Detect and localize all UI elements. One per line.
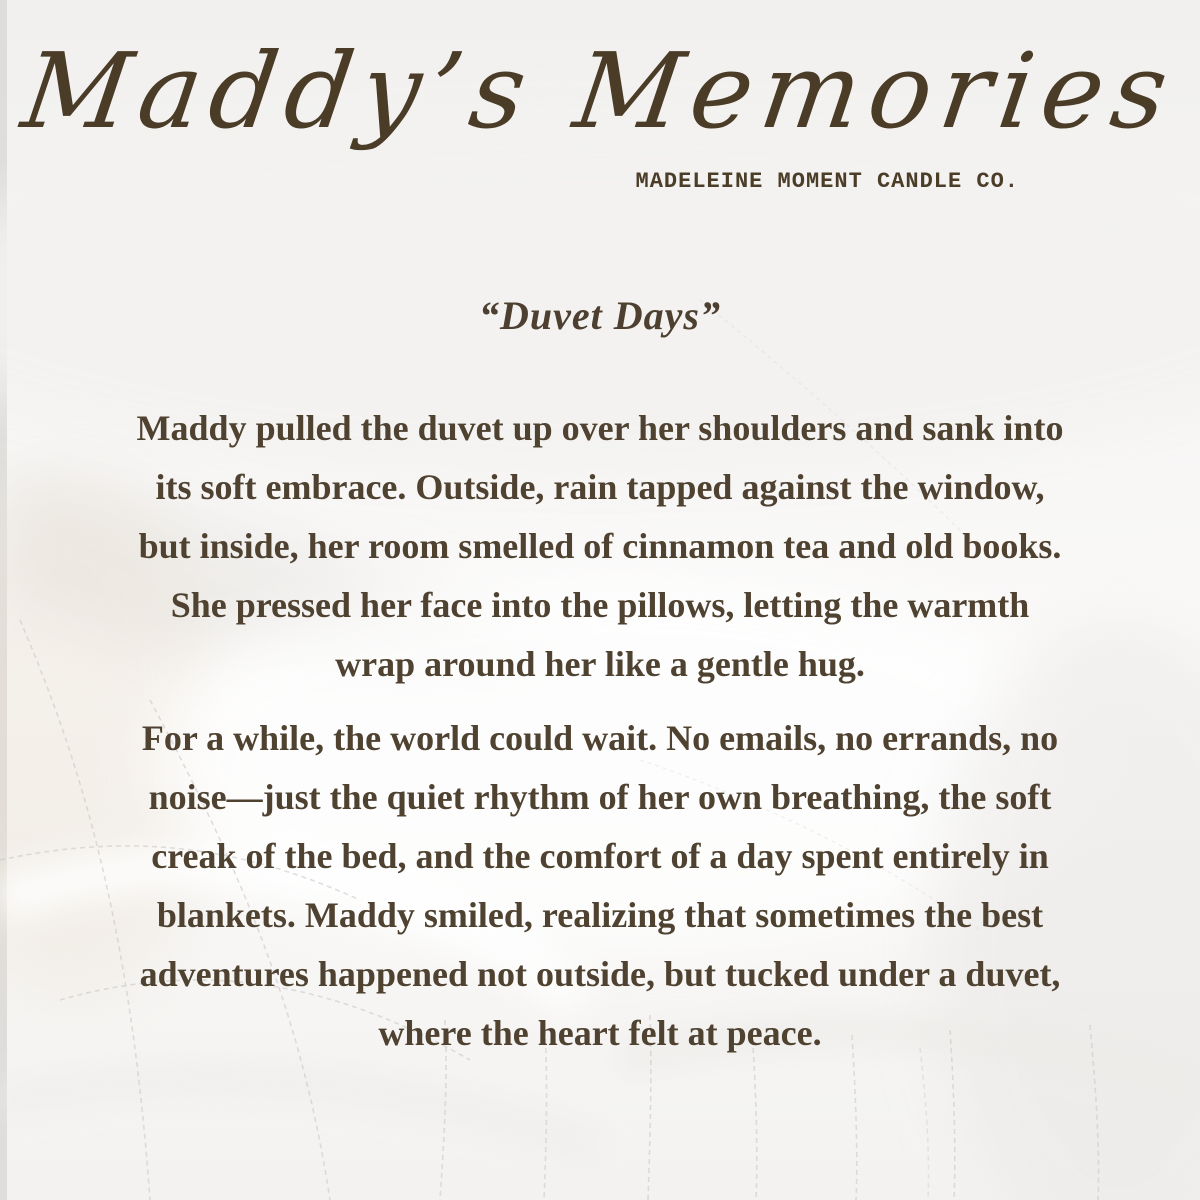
story-line: She pressed her face into the pillows, letting the warmth [170,585,1030,625]
story-line: creak of the bed, and the comfort of a day spent entirely in [151,836,1049,876]
story-paragraph-2 [0,709,1200,1063]
story-title: “Duvet Days” [479,293,721,338]
story-line: its soft embrace. Outside, rain tapped against the window, [155,467,1045,507]
story-body [0,399,1200,1063]
story-line: wrap around her like a gentle hug. [335,644,865,684]
story-line: where the heart felt at peace. [378,1013,822,1053]
brand-company-name: MADELEINE MOMENT CANDLE CO. [635,169,1019,194]
story-line: blankets. Maddy smiled, realizing that sometimes the best [156,895,1044,935]
story-line: noise—just the quiet rhythm of her own breathing, the soft [148,777,1052,817]
story-line: Maddy pulled the duvet up over her shoulders and sank into [136,408,1064,448]
story-paragraph-1 [0,399,1200,694]
story-line: For a while, the world could wait. No emails, no errands, no [141,718,1059,758]
brand-wordmark [0,30,1200,152]
story-line: adventures happened not outside, but tucked under a duvet, [139,954,1061,994]
story-line: but inside, her room smelled of cinnamon tea and old books. [138,526,1062,566]
brand-wordmark-text: Maddy’s Memories [15,30,1185,152]
